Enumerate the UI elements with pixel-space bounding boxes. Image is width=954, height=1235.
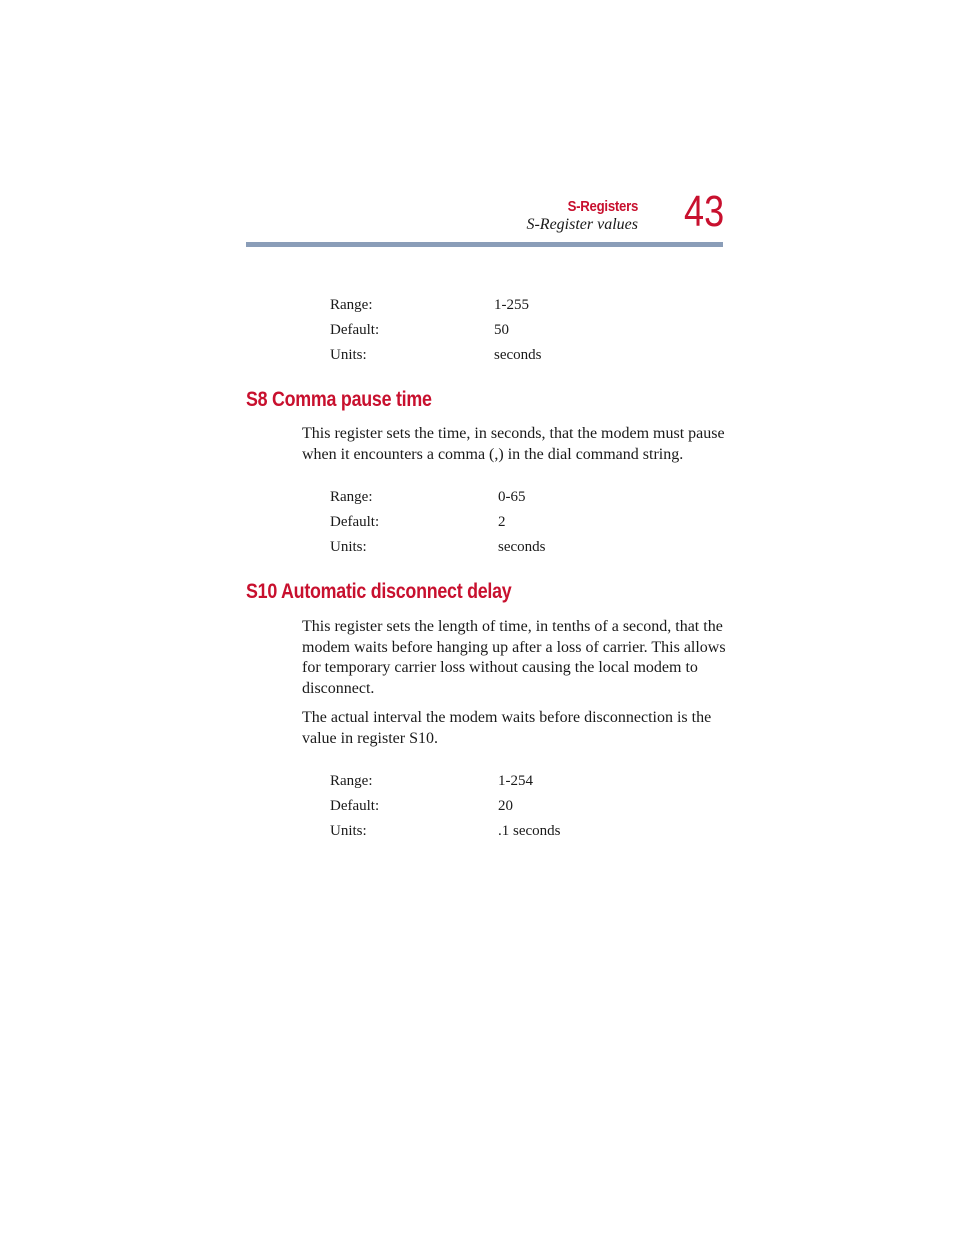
spec-value: seconds	[498, 539, 546, 555]
s10-paragraph-2: The actual interval the modem waits before disconnection is the value in register S10.	[302, 709, 712, 747]
spec-value: .1 seconds	[498, 823, 561, 839]
spec-label: Default:	[330, 514, 380, 530]
s8-heading: S8 Comma pause time	[246, 388, 432, 411]
spec-value: 20	[498, 798, 513, 814]
page-number: 43	[684, 187, 725, 236]
s8-paragraph: This register sets the time, in seconds, that the modem must pause when it encounters a comma (,) in the dial command string.	[302, 425, 725, 463]
spec-label: Units:	[330, 539, 367, 555]
spec-value: 1-254	[498, 773, 533, 789]
spec-value: 50	[494, 322, 509, 338]
header-rule	[246, 242, 723, 247]
spec-label: Default:	[330, 798, 380, 814]
spec-value: 2	[498, 514, 506, 530]
s10-paragraph-1: This register sets the length of time, in tenths of a second, that the modem waits before hanging up after a loss of carrier. This allows for temporary carrier loss without causing the local modem to disconnect.	[302, 618, 726, 697]
spec-label: Range:	[330, 297, 373, 313]
spec-value: 1-255	[494, 297, 529, 313]
spec-label: Default:	[330, 322, 380, 338]
chapter-title: S-Registers	[567, 198, 638, 215]
spec-value: seconds	[494, 347, 542, 363]
spec-label: Range:	[330, 489, 373, 505]
spec-label: Range:	[330, 773, 373, 789]
spec-label: Units:	[330, 823, 367, 839]
spec-value: 0-65	[498, 489, 526, 505]
spec-label: Units:	[330, 347, 367, 363]
s10-heading: S10 Automatic disconnect delay	[246, 580, 512, 603]
section-title: S-Register values	[526, 216, 638, 233]
